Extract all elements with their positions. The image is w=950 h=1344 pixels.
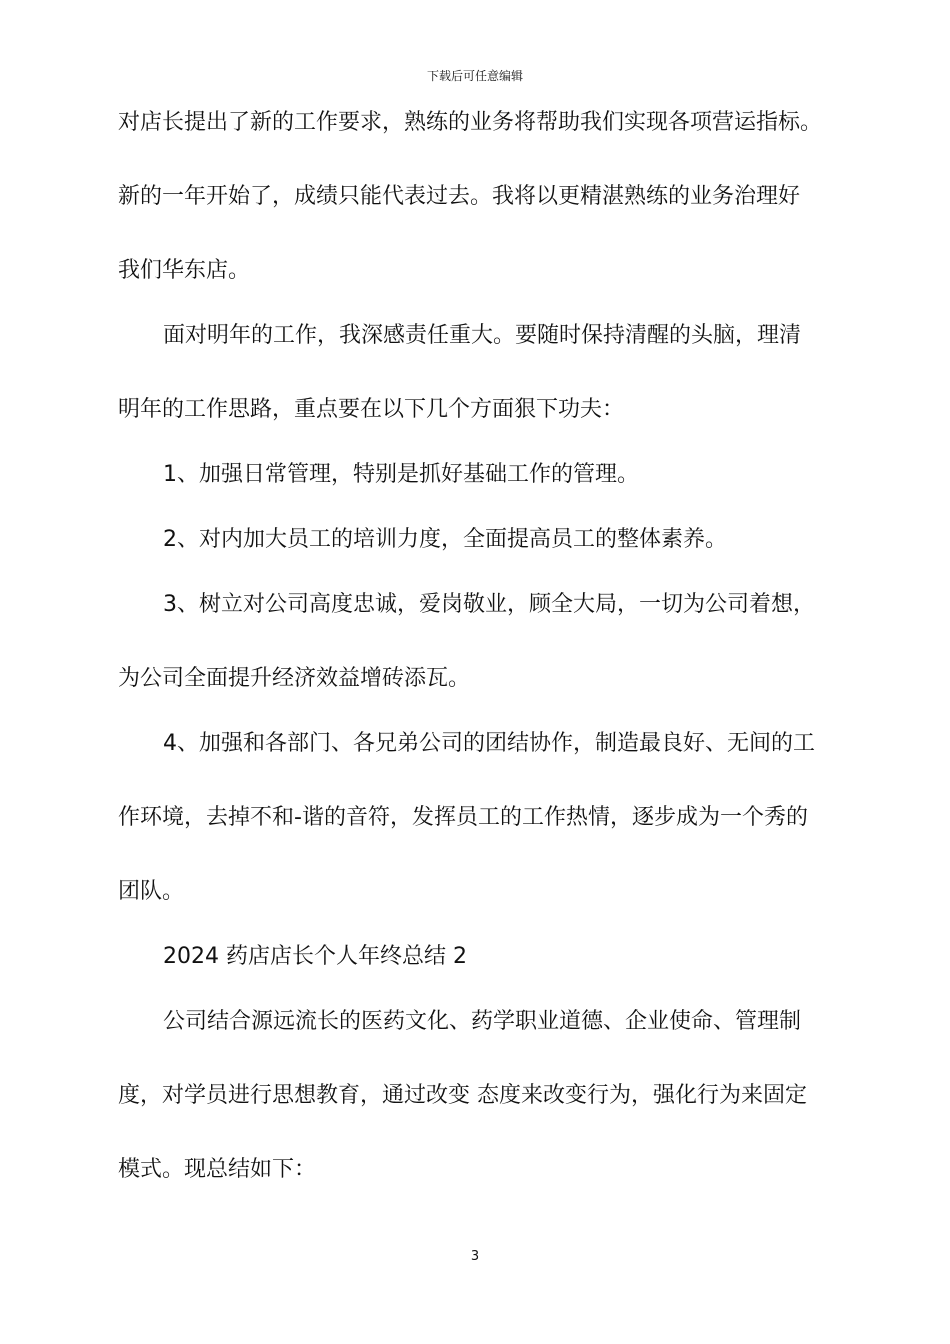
section-heading: 2024 药店店长个人年终总结 2 xyxy=(163,944,467,969)
page-header: 下载后可任意编辑 xyxy=(426,69,523,83)
list-item-2: 2、对内加大员工的培训力度，全面提高员工的整体素养。 xyxy=(163,527,727,552)
body-text-line: 面对明年的工作，我深感责任重大。要随时保持清醒的头脑，理清 xyxy=(163,323,802,348)
body-text-line: 公司结合源远流长的医药文化、药学职业道德、企业使命、管理制 xyxy=(163,1009,802,1034)
body-text-line: 度，对学员进行思想教育，通过改变 态度来改变行为，强化行为来固定 xyxy=(118,1083,807,1108)
body-text-line: 团队。 xyxy=(118,879,185,904)
body-text-line: 我们华东店。 xyxy=(118,258,251,283)
body-text-line: 模式。现总结如下： xyxy=(118,1157,317,1182)
list-item-3: 3、树立对公司高度忠诚，爱岗敬业，顾全大局，一切为公司着想， xyxy=(163,592,815,617)
list-item-4: 4、加强和各部门、各兄弟公司的团结协作，制造最良好、无间的工 xyxy=(163,731,815,756)
body-text-line: 作环境，去掉不和-谐的音符，发挥员工的工作热情，逐步成为一个秀的 xyxy=(118,805,808,830)
body-text-line: 为公司全面提升经济效益增砖添瓦。 xyxy=(118,666,471,691)
body-text-line: 对店长提出了新的工作要求，熟练的业务将帮助我们实现各项营运指标。 xyxy=(118,110,823,135)
body-text-line: 新的一年开始了，成绩只能代表过去。我将以更精湛熟练的业务治理好 xyxy=(118,184,801,209)
body-text-line: 明年的工作思路，重点要在以下几个方面狠下功夫： xyxy=(118,397,625,422)
page-number: 3 xyxy=(470,1249,480,1264)
list-item-1: 1、加强日常管理，特别是抓好基础工作的管理。 xyxy=(163,462,639,487)
